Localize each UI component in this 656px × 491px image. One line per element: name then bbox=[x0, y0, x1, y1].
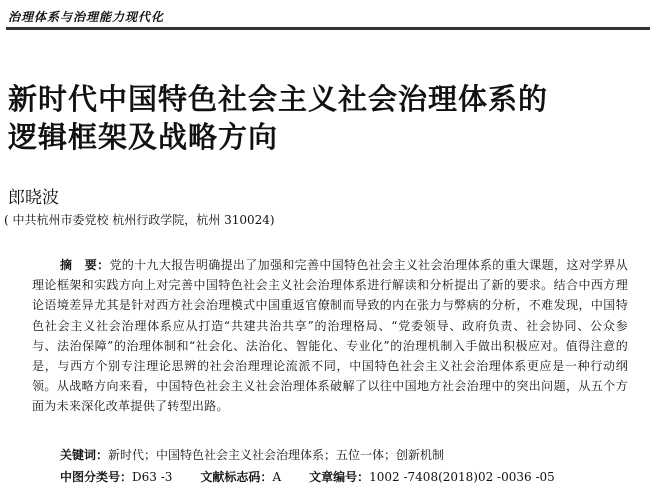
clc-value: D63 -3 bbox=[132, 470, 173, 484]
header-rule bbox=[6, 27, 650, 30]
running-head: 治理体系与治理能力现代化 bbox=[8, 10, 165, 24]
keywords-text: 新时代；中国特色社会主义社会治理体系；五位一体；创新机制 bbox=[108, 448, 445, 462]
author-name: 郎晓波 bbox=[8, 188, 59, 208]
author-affiliation: ( 中共杭州市委党校 杭州行政学院，杭州 310024) bbox=[4, 213, 275, 227]
article-number-label: 文章编号： bbox=[309, 470, 370, 484]
keywords-label: 关键词： bbox=[60, 448, 109, 462]
abstract-label: 摘 要： bbox=[60, 258, 110, 272]
title-line-2: 逻辑框架及战略方向 bbox=[8, 120, 279, 154]
abstract-text: 党的十九大报告明确提出了加强和完善中国特色社会主义社会治理体系的重大课题，这对学界从理论框架和实践方向上对完善中国特色社会主义社会治理体系进行解读和分析提出了新的要求。结合中西方理论语境差异尤其是针对西方社会治理模式中国重返官僚制而导致的内在张力与弊病的分析，不难发现，中国特色社会主义社会治理体系应从打造“共建共治共享”的治理格局、“党委领导、政府负责、社会协同、公众参与、法治保障”的治理体制和“社会化、法治化、智能化、专业化”的治理机制入手做出积极应对。值得注意的是，与西方个别专注理论思辨的社会治理理论流派不同，中国特色社会主义社会治理体系更应是一种行动纲领。从战略方向来看，中国特色社会主义社会治理体系破解了以往中国地方社会治理中的突出问题，从五个方面为未来深化改革提供了转型出路。 bbox=[32, 258, 629, 414]
abstract bbox=[32, 255, 628, 417]
keywords bbox=[60, 446, 444, 463]
doc-code-value: A bbox=[272, 470, 282, 484]
clc-label: 中图分类号： bbox=[60, 470, 133, 484]
article-number-value: 1002 -7408(2018)02 -0036 -05 bbox=[369, 470, 555, 484]
title-line-1: 新时代中国特色社会主义社会治理体系的 bbox=[8, 82, 549, 116]
article-title bbox=[8, 80, 648, 156]
classification-line bbox=[60, 468, 555, 485]
doc-code-label: 文献标志码： bbox=[200, 470, 273, 484]
